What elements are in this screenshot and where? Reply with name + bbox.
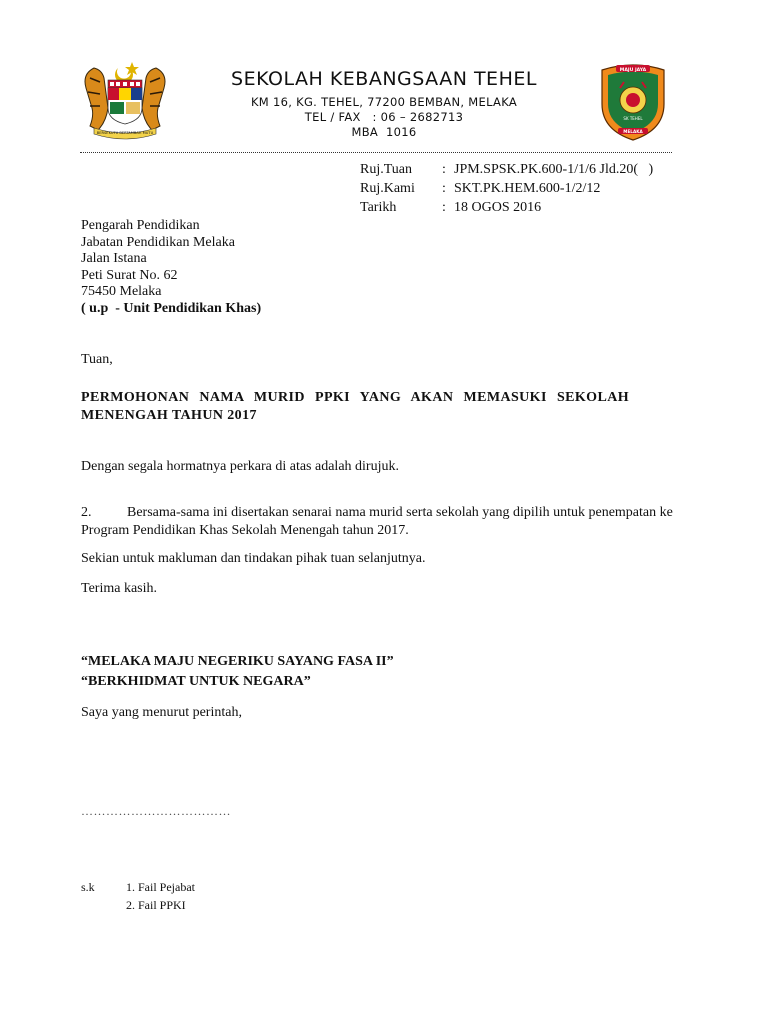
recipient-line: Peti Surat No. 62 <box>81 267 178 283</box>
recipient-line: Jalan Istana <box>81 251 147 266</box>
paragraph-4: Terima kasih. <box>81 581 157 596</box>
svg-text:SK TEHEL: SK TEHEL <box>623 116 643 121</box>
letterhead-divider <box>80 152 672 153</box>
ref-value: JPM.SPSK.PK.600-1/1/6 Jld.20( ) <box>454 162 654 177</box>
paragraph-2 <box>81 504 698 540</box>
copies-label: s.k <box>81 880 95 894</box>
recipient-address <box>81 218 261 317</box>
signature-line: ……………………………… <box>81 804 231 818</box>
ref-label: Tarikh <box>360 200 397 215</box>
ref-label: Ruj.Tuan <box>360 162 413 177</box>
ref-date: 18 OGOS 2016 <box>454 200 542 215</box>
school-address: KM 16, KG. TEHEL, 77200 BEMBAN, MELAKA <box>250 95 518 109</box>
paragraph-3: Sekian untuk makluman dan tindakan pihak tuan selanjutnya. <box>81 551 426 566</box>
paragraph-number: 2. <box>81 505 92 520</box>
ref-colon: : <box>442 200 446 215</box>
closing-phrase: Saya yang menurut perintah, <box>81 705 242 720</box>
ref-colon: : <box>442 181 446 196</box>
svg-text:MAJU JAYA: MAJU JAYA <box>619 68 647 73</box>
copy-item: 2. Fail PPKI <box>126 898 186 912</box>
ref-colon: : <box>442 162 446 177</box>
school-code: MBA 1016 <box>351 125 417 139</box>
recipient-attention: ( u.p - Unit Pendidikan Khas) <box>81 300 262 316</box>
school-name: SEKOLAH KEBANGSAAN TEHEL <box>231 68 537 90</box>
svg-text:MELAKA: MELAKA <box>623 129 643 134</box>
recipient-line: Jabatan Pendidikan Melaka <box>81 234 235 250</box>
ref-label: Ruj.Kami <box>360 181 415 196</box>
paragraph-2-text: Bersama-sama ini disertakan senarai nama murid serta sekolah yang dipilih untuk penempatan ke Program Pendidikan Khas Sekolah Menengah tahun 2017. <box>81 505 673 538</box>
slogan-2: “BERKHIDMAT UNTUK NEGARA” <box>81 674 311 689</box>
school-phone: TEL / FAX : 06 – 2682713 <box>304 110 464 124</box>
recipient-line: 75450 Melaka <box>81 284 162 299</box>
salutation: Tuan, <box>81 352 113 367</box>
copy-item: 1. Fail Pejabat <box>126 880 195 894</box>
slogan-1: “MELAKA MAJU NEGERIKU SAYANG FASA II” <box>81 654 394 669</box>
recipient-line: Pengarah Pendidikan <box>81 218 200 233</box>
svg-text:BERSEKUTU BERTAMBAH MUTU: BERSEKUTU BERTAMBAH MUTU <box>96 131 154 135</box>
paragraph-1: Dengan segala hormatnya perkara di atas adalah dirujuk. <box>81 459 399 474</box>
letter-subject: PERMOHONAN NAMA MURID PPKI YANG AKAN MEMASUKI SEKOLAH MENENGAH TAHUN 2017 <box>81 390 629 423</box>
ref-value: SKT.PK.HEM.600-1/2/12 <box>454 181 601 196</box>
